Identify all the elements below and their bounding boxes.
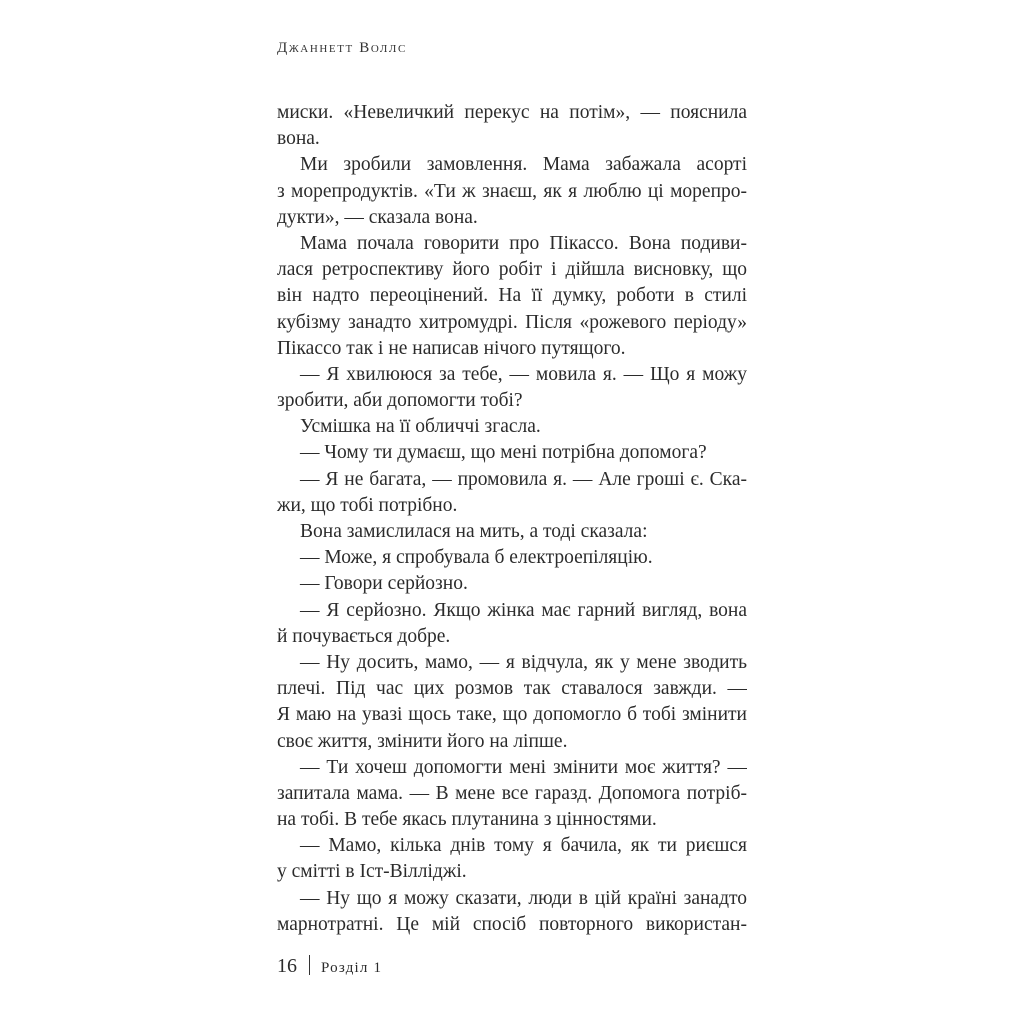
- text-line: Усмішка на її обличчі згасла.: [300, 416, 541, 438]
- text-line: й почувається добре.: [277, 625, 451, 647]
- text-line: лася ретроспективу його робіт і дійшла висновку, що: [277, 259, 747, 281]
- text-line: Вона замислилася на мить, а тоді сказала:: [300, 521, 648, 542]
- text-line: Ми зробили замовлення. Мама забажала асорті: [300, 154, 747, 176]
- text-line: на тобі. В тебе якась плутанина з цінностями.: [277, 809, 657, 831]
- text-line: плечі. Під час цих розмов так ставалося завжди. —: [277, 678, 747, 700]
- text-line: кубізму занадто хитромудрі. Після «рожевого періоду»: [277, 311, 747, 333]
- text-line: жи, що тобі потрібно.: [277, 494, 458, 516]
- page-number: 16: [277, 955, 297, 977]
- footer-separator: [309, 955, 310, 975]
- text-line: — Я хвилююся за тебе, — мовила я. — Що я можу: [300, 363, 747, 385]
- text-line: миски. «Невеличкий перекус на потім», — пояснила: [277, 102, 747, 123]
- page-footer: [277, 952, 382, 978]
- text-line: він надто переоцінений. На її думку, роботи в стилі: [277, 285, 747, 307]
- text-line: запитала мама. — В мене все гаразд. Допомога потріб-: [277, 782, 747, 804]
- text-line: Мама почала говорити про Пікассо. Вона подиви-: [300, 232, 747, 254]
- text-line: — Може, я спробувала б електроепіляцію.: [300, 547, 653, 569]
- text-line: у смітті в Іст-Вілліджі.: [277, 861, 467, 883]
- text-line: марнотратні. Це мій спосіб повторного використан-: [277, 913, 747, 935]
- text-line: — Я серйозно. Якщо жінка має гарний вигляд, вона: [300, 599, 747, 621]
- text-line: Пікассо так і не написав нічого путящого.: [277, 337, 626, 359]
- body-text: [277, 100, 747, 938]
- text-line: — Ти хочеш допомогти мені змінити моє життя? —: [300, 756, 747, 778]
- text-line: — Я не багата, — промовила я. — Але гроші є. Ска-: [300, 468, 747, 490]
- text-line: — Чому ти думаєш, що мені потрібна допомога?: [300, 442, 707, 464]
- text-line: з морепродуктів. «Ти ж знаєш, як я люблю ці морепро-: [277, 180, 747, 202]
- text-line: зробити, аби допомогти тобі?: [277, 390, 523, 412]
- text-line: Я маю на увазі щось таке, що допомогло б тобі змінити: [277, 704, 747, 726]
- text-line: своє життя, змінити його на ліпше.: [277, 730, 568, 752]
- text-line: — Мамо, кілька днів тому я бачила, як ти риєшся: [300, 835, 747, 857]
- running-head-author: Джаннетт Воллс: [277, 40, 407, 56]
- chapter-label: Розділ 1: [321, 960, 383, 976]
- text-line: дукти», — сказала вона.: [277, 206, 478, 228]
- text-line: — Ну що я можу сказати, люди в цій країні занадто: [300, 887, 747, 909]
- text-line: — Ну досить, мамо, — я відчула, як у мене зводить: [300, 651, 747, 673]
- text-line: вона.: [277, 128, 320, 150]
- text-line: — Говори серйозно.: [300, 573, 468, 595]
